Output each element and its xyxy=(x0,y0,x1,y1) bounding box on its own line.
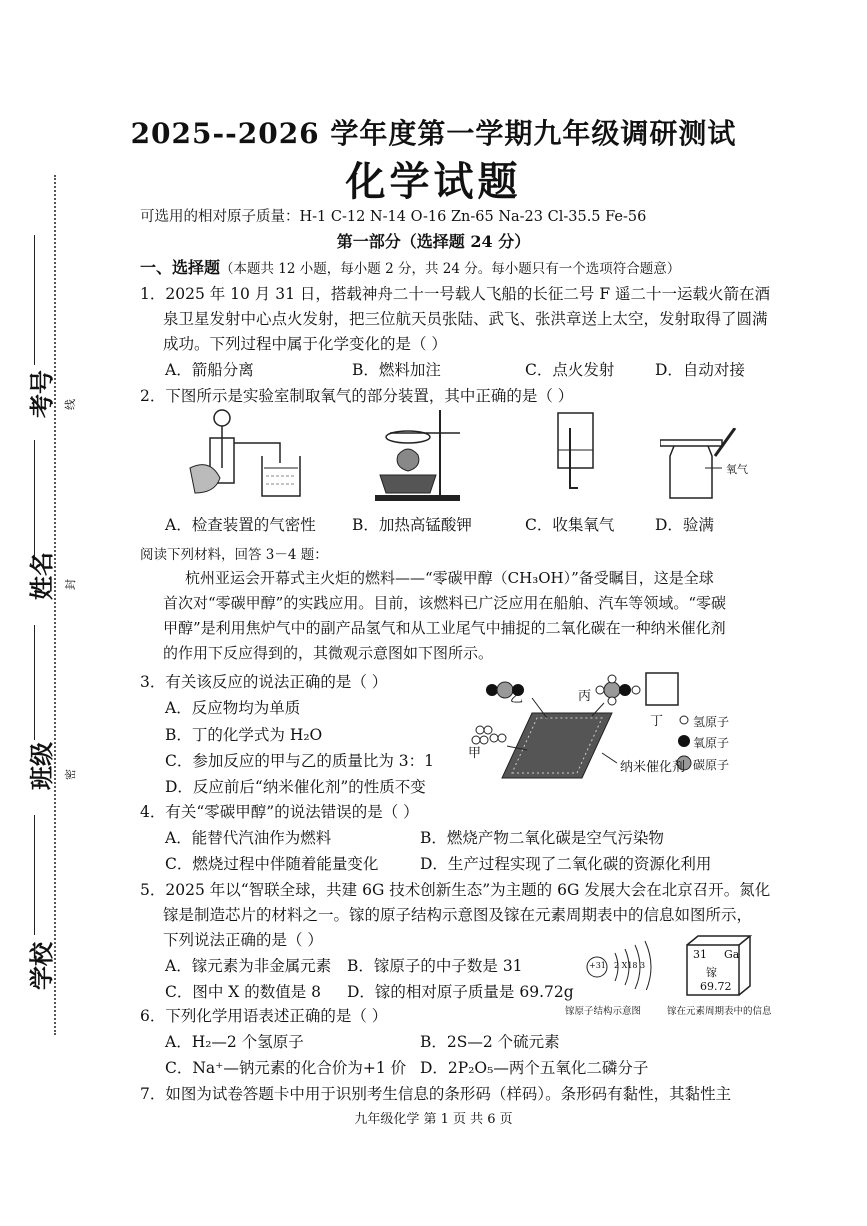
label-jia: 甲 xyxy=(468,746,482,761)
page-footer: 九年级化学 第 1 页 共 6 页 xyxy=(354,1112,513,1127)
q1-option-a: A．箭船分离 xyxy=(165,361,254,379)
q6-stem: 6．下列化学用语表述正确的是（ ） xyxy=(140,1007,388,1025)
exam-subtitle: 化学试题 xyxy=(345,158,522,205)
class-rule xyxy=(34,625,35,740)
q3-option-b: B．丁的化学式为 H₂O xyxy=(165,726,323,744)
oxygen-label: 氧气 xyxy=(726,463,748,476)
label-ding: 丁 xyxy=(650,714,664,729)
binding-dotted-line xyxy=(54,175,56,1035)
heating-kmno4-figure xyxy=(370,405,470,505)
school-rule xyxy=(34,815,35,935)
q4-stem: 4．有关“零碳甲醇”的说法错误的是（ ） xyxy=(140,803,419,821)
legend-hydrogen: 氢原子 xyxy=(693,715,730,729)
q1-option-c: C．点火发射 xyxy=(525,361,615,379)
reading-line1: 杭州亚运会开幕式主火炬的燃料——“零碳甲醇（CH₃OH）”备受瞩目，这是全球 xyxy=(185,569,714,587)
cell-symbol: Ga xyxy=(724,948,740,961)
q6-option-a: A．H₂—2 个氢原子 xyxy=(165,1033,304,1051)
q2-option-d: D．验满 xyxy=(655,516,714,534)
q6-option-d: D．2P₂O₅—两个五氧化二磷分子 xyxy=(420,1059,649,1077)
name-label: 姓名 xyxy=(27,552,56,600)
q4-option-d: D．生产过程实现了二氧化碳的资源化利用 xyxy=(420,855,712,873)
q1-option-b: B．燃料加注 xyxy=(352,361,441,379)
q3-option-d: D．反应前后“纳米催化剂”的性质不变 xyxy=(165,778,426,796)
q5-option-d: D．镓的相对原子质量是 69.72g xyxy=(347,983,574,1001)
legend-carbon: 碳原子 xyxy=(693,758,730,772)
q5-line1: 5．2025 年以“智联全球，共建 6G 技术创新生态”为主题的 6G 发展大会在北京召开。氮化 xyxy=(140,881,771,899)
cell-caption: 镓在元素周期表中的信息 xyxy=(667,1006,772,1017)
atom-caption: 镓原子结构示意图 xyxy=(565,1006,642,1017)
q2-option-c: C．收集氧气 xyxy=(525,516,615,534)
q6-option-c: C．Na⁺—钠元素的化合价为+1 价 xyxy=(165,1059,407,1077)
cell-mass: 69.72 xyxy=(700,980,732,993)
q2-option-b: B．加热高锰酸钾 xyxy=(352,516,472,534)
q3-option-c: C．参加反应的甲与乙的质量比为 3：1 xyxy=(165,752,435,770)
q4-option-c: C．燃烧过程中伴随着能量变化 xyxy=(165,855,379,873)
exam-no-label: 考号 xyxy=(27,370,56,418)
collect-oxygen-figure xyxy=(548,408,608,498)
q5-option-c: C．图中 X 的数值是 8 xyxy=(165,983,322,1001)
school-label: 学校 xyxy=(27,942,56,990)
reading-line2: 首次对“零碳甲醇”的实践应用。目前，该燃料已广泛应用在船舶、汽车等领域。“零碳 xyxy=(163,594,727,612)
reading-line4: 的作用下反应得到的，其微观示意图如下图所示。 xyxy=(163,644,494,662)
name-rule xyxy=(34,440,35,560)
q3-stem: 3．有关该反应的说法正确的是（ ） xyxy=(140,673,388,691)
q4-option-b: B．燃烧产物二氧化碳是空气污染物 xyxy=(420,829,664,847)
q1-line2: 泉卫星发射中心点火发射，把三位航天员张陆、武飞、张洪章送上太空，发射取得了圆满 xyxy=(163,310,768,328)
class-label: 班级 xyxy=(27,742,56,790)
dense-mark: 密 xyxy=(64,769,77,780)
section-title: 一、选择题 xyxy=(140,258,221,277)
exam-title: 2025--2026 学年度第一学期九年级调研测试 xyxy=(130,117,737,150)
q2-option-a: A．检查装置的气密性 xyxy=(165,516,316,534)
q5-option-b: B．镓原子的中子数是 31 xyxy=(347,957,523,975)
atomic-masses: 可选用的相对原子质量：H-1 C-12 N-14 O-16 Zn-65 Na-23 Cl-35.5 Fe-56 xyxy=(140,209,647,225)
section-note: （本题共 12 小题，每小题 2 分，共 24 分。每小题只有一个选项符合题意） xyxy=(220,261,681,277)
q7-line1: 7．如图为试卷答题卡中用于识别考生信息的条形码（样码）。条形码有黏性，其黏性主 xyxy=(140,1085,732,1103)
seal-mark: 封 xyxy=(64,579,77,590)
q5-option-a: A．镓元素为非金属元素 xyxy=(165,957,332,975)
q3-option-a: A．反应物均为单质 xyxy=(165,699,301,717)
reading-line3: 甲醇”是利用焦炉气中的副产品氢气和从工业尾气中捕捉的二氧化碳在一种纳米催化剂 xyxy=(163,619,726,637)
q2-stem: 2．下图所示是实验室制取氧气的部分装置，其中正确的是（ ） xyxy=(140,387,574,405)
label-yi: 乙 xyxy=(510,691,524,706)
exam-no-rule xyxy=(34,235,35,365)
legend-oxygen: 氧原子 xyxy=(693,736,730,750)
atom-shells: 2 X18 3 xyxy=(614,961,646,970)
q1-option-d: D．自动对接 xyxy=(655,361,745,379)
label-bing: 丙 xyxy=(578,689,592,704)
cell-name: 镓 xyxy=(706,966,717,979)
q6-option-b: B．2S—2 个硫元素 xyxy=(420,1033,560,1051)
airtight-check-figure xyxy=(180,408,315,503)
q5-line2: 镓是制造芯片的材料之一。镓的原子结构示意图及镓在元素周期表中的信息如图所示， xyxy=(163,906,753,924)
atom-nucleus: +31 xyxy=(589,961,606,970)
q1-line3: 成功。下列过程中属于化学变化的是（ ） xyxy=(163,335,447,353)
reading-intro: 阅读下列材料，回答 3－4 题： xyxy=(140,547,328,563)
part-heading: 第一部分（选择题 24 分） xyxy=(336,232,531,251)
label-catalyst: 纳米催化剂 xyxy=(620,760,686,775)
q4-option-a: A．能替代汽油作为燃料 xyxy=(165,829,332,847)
cell-number: 31 xyxy=(693,948,707,961)
q5-line3: 下列说法正确的是（ ） xyxy=(163,931,323,949)
q1-line1: 1．2025 年 10 月 31 日，搭载神舟二十一号载人飞船的长征二号 F 遥二十一运载火箭在酒 xyxy=(140,285,771,303)
line-mark: 线 xyxy=(64,399,77,410)
